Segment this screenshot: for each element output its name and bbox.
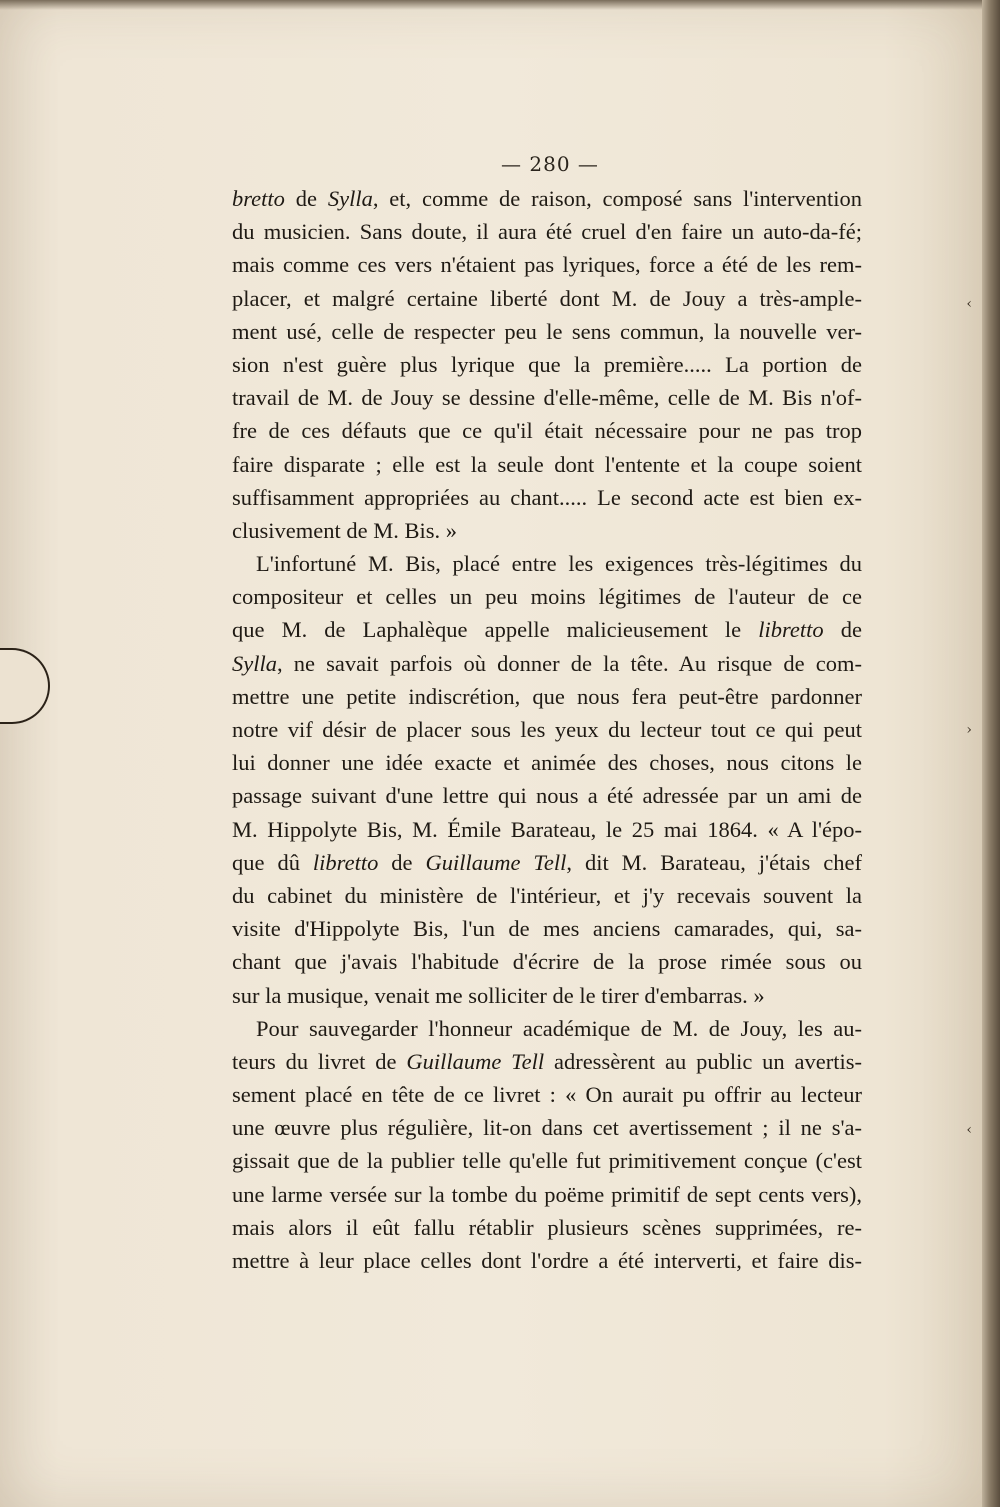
text-line <box>232 1244 862 1277</box>
text-run: L'infortuné M. Bis, placé entre les exigences très-légitimes du <box>256 551 862 577</box>
text-line <box>232 813 862 846</box>
text-line <box>232 746 862 779</box>
text-line <box>232 680 862 713</box>
text-run: notre vif désir de placer sous les yeux du lecteur tout ce qui peut <box>232 717 862 742</box>
page-top-shadow <box>0 0 1000 10</box>
text-line <box>232 348 862 381</box>
text-line <box>232 1144 862 1177</box>
text-run: fre de ces défauts que ce qu'il était nécessaire pour ne pas trop <box>232 418 862 444</box>
text-run: , et, comme de raison, composé sans l'intervention <box>372 186 862 211</box>
text-run: adressèrent au public un avertis- <box>544 1048 862 1074</box>
text-run: suffisamment appropriées au chant..... Le second acte est bien ex- <box>232 484 862 510</box>
page-edge-shadow <box>982 0 1000 1507</box>
italic-text: libretto <box>312 849 379 875</box>
text-line <box>232 779 862 812</box>
text-run: teurs du livret de <box>232 1048 407 1074</box>
margin-mark: › <box>966 722 972 738</box>
text-line <box>232 647 862 680</box>
text-run: travail de M. de Jouy se dessine d'elle-même, celle de M. Bis n'of- <box>232 385 862 411</box>
text-run: sur la musique, venait me solliciter de le tirer d'embarras. » <box>232 982 765 1008</box>
text-run: mais alors il eût fallu rétablir plusieurs scènes supprimées, re- <box>232 1214 862 1240</box>
text-line <box>232 1078 862 1111</box>
text-run: passage suivant d'une lettre qui nous a été adressée par un ami de <box>232 783 862 809</box>
text-line <box>232 1012 862 1045</box>
text-run: clusivement de M. Bis. » <box>232 517 457 543</box>
text-run: compositeur et celles un peu moins légitimes de l'auteur de ce <box>232 584 862 610</box>
italic-text: bretto <box>232 186 285 211</box>
text-line <box>232 414 862 447</box>
text-line <box>232 1211 862 1244</box>
text-run: chant que j'avais l'habitude d'écrire de la prose rimée sous ou <box>232 949 862 975</box>
text-line <box>232 613 862 646</box>
text-run: lui donner une idée exacte et animée des choses, nous citons le <box>232 750 862 776</box>
text-run: ment usé, celle de respecter peu le sens commun, la nouvelle ver- <box>232 318 862 344</box>
text-line <box>232 713 862 746</box>
text-line <box>232 248 862 281</box>
text-line <box>232 846 862 879</box>
binding-clip-mark <box>0 648 50 724</box>
text-line <box>232 912 862 945</box>
text-run: mettre une petite indiscrétion, que nous fera peut-être pardonner <box>232 683 862 709</box>
text-run: faire disparate ; elle est la seule dont l'entente et la coupe soient <box>232 451 862 477</box>
text-run: de <box>378 849 426 875</box>
text-line <box>232 282 862 315</box>
text-line <box>232 315 862 348</box>
text-run: du cabinet du ministère de l'intérieur, et j'y recevais souvent la <box>232 882 862 908</box>
text-run: visite d'Hippolyte Bis, l'un de mes anciens camarades, qui, sa- <box>232 916 862 942</box>
italic-text: Sylla <box>232 650 277 676</box>
italic-text: Guillaume Tell <box>406 1048 545 1074</box>
page-number: — 280 — <box>501 152 599 176</box>
text-run: , dit M. Barateau, j'étais chef <box>566 849 862 875</box>
text-run: une œuvre plus régulière, lit-on dans cet avertissement ; il ne s'a- <box>232 1115 862 1141</box>
text-run: de <box>823 617 862 643</box>
text-run: placer, et malgré certaine liberté dont M. de Jouy a très-ample- <box>232 285 862 311</box>
text-run: de <box>284 186 328 211</box>
text-line <box>232 979 862 1012</box>
text-line <box>232 481 862 514</box>
text-run: que dû <box>232 849 313 875</box>
text-line <box>232 879 862 912</box>
italic-text: Sylla <box>327 186 373 211</box>
text-run: gissait que de la publier telle qu'elle fut primitivement conçue (c'est <box>232 1148 862 1174</box>
text-run: une larme versée sur la tombe du poëme primitif de sept cents vers), <box>232 1181 862 1207</box>
margin-mark: ‹ <box>966 296 972 312</box>
italic-text: Guillaume Tell <box>425 849 567 875</box>
text-line <box>232 580 862 613</box>
text-run: que M. de Laphalèque appelle malicieusement le <box>232 617 759 643</box>
text-run: , ne savait parfois où donner de la tête. Au risque de com- <box>277 650 862 676</box>
text-run: sion n'est guère plus lyrique que la première..... La portion de <box>232 351 862 377</box>
italic-text: libretto <box>758 617 824 643</box>
text-line <box>232 945 862 978</box>
text-line <box>232 215 862 248</box>
text-line <box>232 514 862 547</box>
text-run: M. Hippolyte Bis, M. Émile Barateau, le 25 mai 1864. « A l'épo- <box>232 816 862 842</box>
body-text <box>232 182 862 1277</box>
text-run: Pour sauvegarder l'honneur académique de M. de Jouy, les au- <box>256 1015 862 1041</box>
text-line <box>232 1178 862 1211</box>
text-run: sement placé en tête de ce livret : « On aurait pu offrir au lecteur <box>232 1082 862 1108</box>
margin-mark: ‹ <box>966 1122 972 1138</box>
text-line <box>232 182 862 215</box>
text-run: mettre à leur place celles dont l'ordre a été interverti, et faire dis- <box>232 1248 862 1273</box>
text-line <box>232 1111 862 1144</box>
text-line <box>232 547 862 580</box>
text-run: mais comme ces vers n'étaient pas lyriques, force a été de les rem- <box>232 252 862 278</box>
text-line <box>232 381 862 414</box>
text-line <box>232 1045 862 1078</box>
text-run: du musicien. Sans doute, il aura été cruel d'en faire un auto-da-fé; <box>232 219 862 245</box>
text-line <box>232 448 862 481</box>
